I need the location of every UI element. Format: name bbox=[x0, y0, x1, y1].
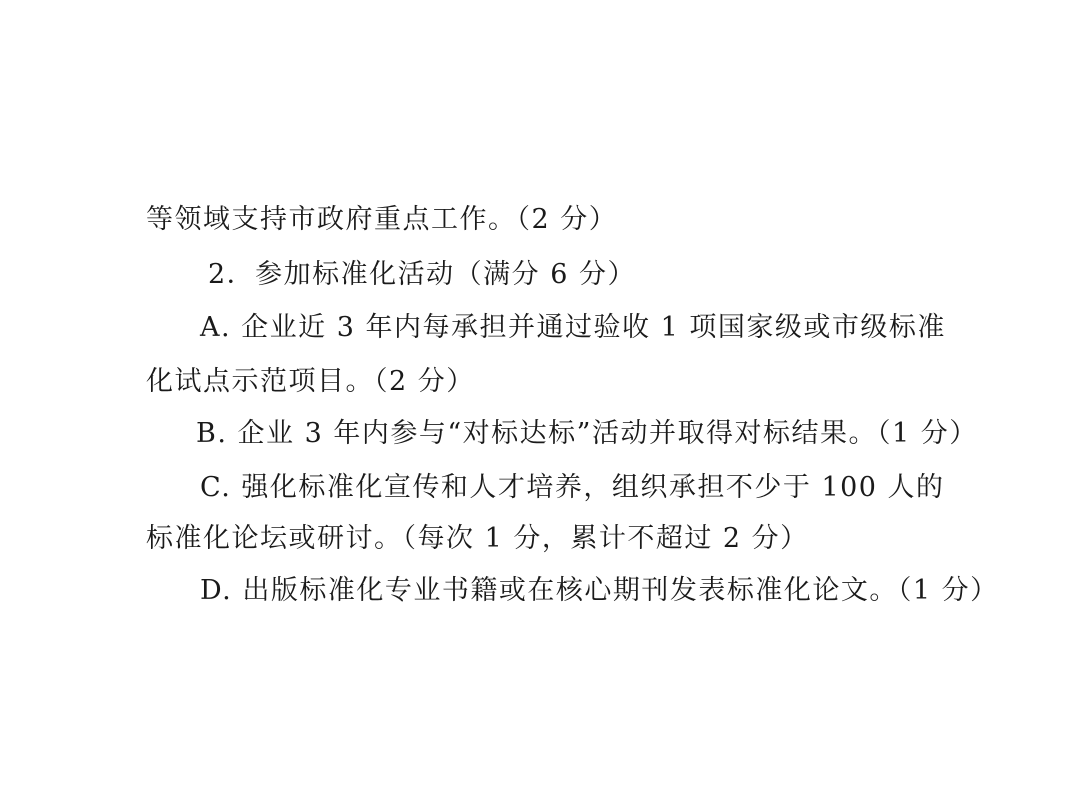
item-c-line-2: 标准化论坛或研讨。（每次 1 分，累计不超过 2 分） bbox=[146, 523, 809, 554]
item-d: D. 出版标准化专业书籍或在核心期刊发表标准化论文。（1 分） bbox=[200, 575, 999, 606]
text-line-continuation: 等领域支持市政府重点工作。（2 分） bbox=[146, 204, 618, 235]
item-a-line-2: 化试点示范项目。（2 分） bbox=[146, 366, 475, 397]
item-c-line-1: C. 强化标准化宣传和人才培养，组织承担不少于 100 人的 bbox=[200, 472, 945, 503]
section-heading: 2．参加标准化活动（满分 6 分） bbox=[208, 259, 637, 290]
item-a-line-1: A. 企业近 3 年内每承担并通过验收 1 项国家级或市级标准 bbox=[200, 312, 946, 343]
item-b: B. 企业 3 年内参与“对标达标”活动并取得对标结果。（1 分） bbox=[196, 418, 978, 449]
